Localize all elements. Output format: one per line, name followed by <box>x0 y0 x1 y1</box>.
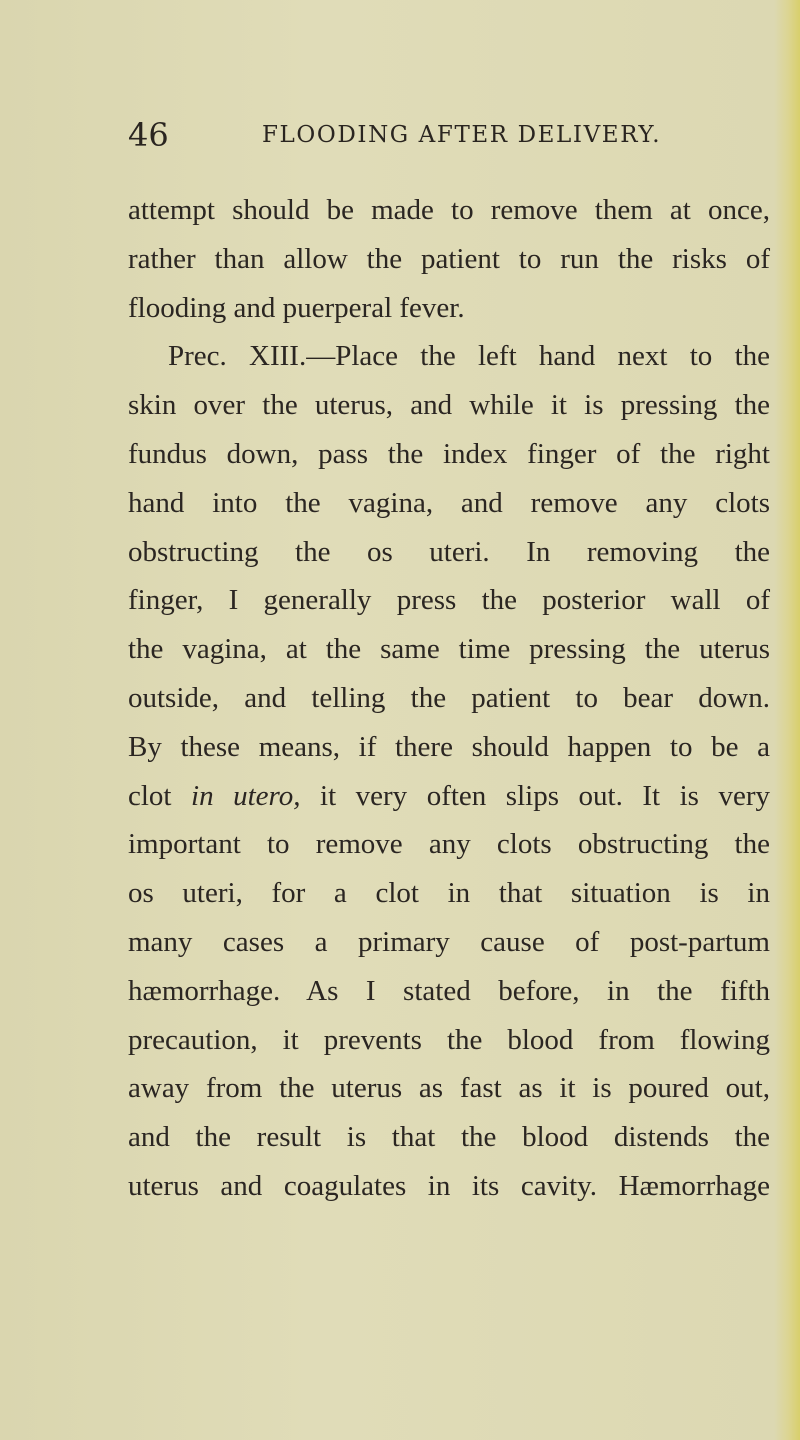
text-line: attempt should be made to remove them at once, <box>128 194 770 226</box>
text-line: many cases a primary cause of post-partum <box>128 925 770 958</box>
text-segment: it very often slips out. It is very <box>300 779 770 812</box>
text-line: obstructing the os uteri. In removing the <box>128 535 770 568</box>
text-line: hand into the vagina, and remove any clots <box>128 486 770 519</box>
text-segment: clot <box>128 779 192 812</box>
text-line: precaution, it prevents the blood from flowing <box>128 1023 770 1056</box>
text-line: hæmorrhage. As I stated before, in the fifth <box>128 974 770 1007</box>
text-line: finger, I generally press the posterior wall of <box>128 584 770 617</box>
text-line: By these means, if there should happen to be a <box>128 730 770 763</box>
text-line: and the result is that the blood distends the <box>128 1121 770 1154</box>
text-line: os uteri, for a clot in that situation is in <box>128 877 770 910</box>
body-text <box>128 186 770 1211</box>
text-line-with-italic <box>128 772 770 821</box>
text-line: rather than allow the patient to run the risks of <box>128 242 770 275</box>
text-line: important to remove any clots obstructing the <box>128 828 770 861</box>
italic-phrase: in utero, <box>191 779 301 812</box>
text-line: away from the uterus as fast as it is poured out, <box>128 1072 770 1105</box>
page-edge-shading <box>774 0 800 1440</box>
text-line: outside, and telling the patient to bear down. <box>128 681 770 714</box>
text-line: skin over the uterus, and while it is pressing the <box>128 389 770 422</box>
text-line: fundus down, pass the index finger of the right <box>128 437 770 470</box>
text-line: Prec. XIII.—Place the left hand next to the <box>168 340 770 373</box>
page-number: 46 <box>128 116 169 154</box>
running-head: FLOODING AFTER DELIVERY. <box>262 122 662 148</box>
text-line: flooding and puerperal fever. <box>128 291 465 324</box>
text-line: the vagina, at the same time pressing the uterus <box>128 633 770 666</box>
page-header <box>128 116 768 166</box>
text-line: uterus and coagulates in its cavity. Hæmorrhage <box>128 1169 770 1202</box>
